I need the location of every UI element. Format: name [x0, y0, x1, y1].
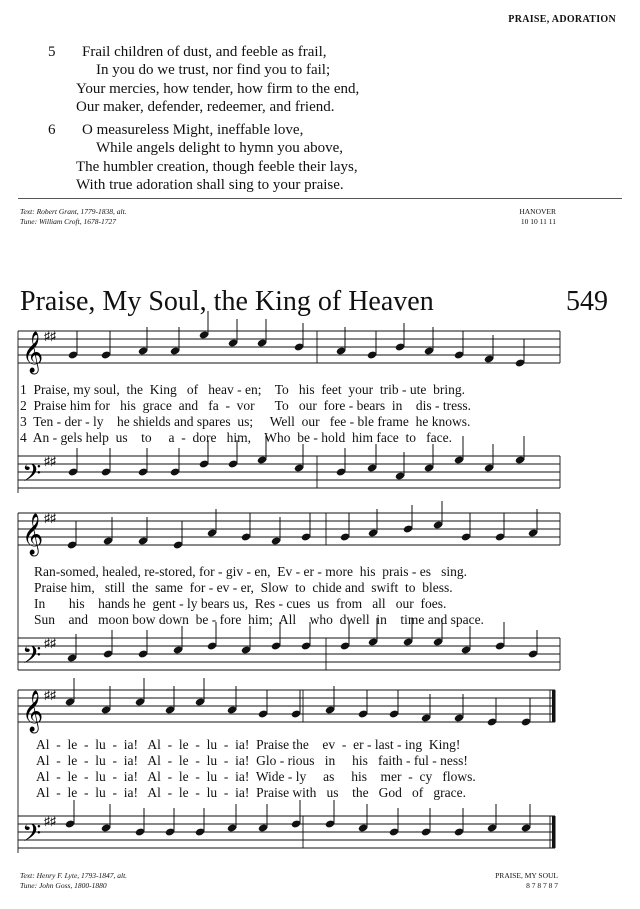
note-head — [484, 354, 494, 363]
verse-line: Al - le - lu - ia! Al - le - lu - ia! Glo - rious in his faith - ful - ness! — [36, 753, 468, 768]
verse-line: Ran-somed, healed, re-stored, for - giv - en, Ev - er - more his prais - es sing. — [34, 564, 467, 579]
note-head — [199, 459, 209, 468]
note-head — [67, 653, 77, 662]
prev-tune-info — [519, 207, 556, 226]
stanza-number: 5 — [48, 44, 56, 60]
note-head — [301, 532, 311, 541]
note-head — [461, 645, 471, 654]
note-head — [68, 350, 78, 359]
note-head — [65, 697, 75, 706]
svg-text:♯♯: ♯♯ — [44, 454, 56, 468]
note-head — [227, 705, 237, 714]
note-head — [528, 649, 538, 658]
note-head — [101, 350, 111, 359]
divider — [18, 198, 622, 199]
note-head — [433, 637, 443, 646]
note-head — [257, 338, 267, 347]
note-head — [336, 346, 346, 355]
note-head — [421, 827, 431, 836]
verse-line: In his hands he gent - ly bears us, Res - cues us from all our foes. — [34, 596, 447, 611]
note-head — [433, 520, 443, 529]
note-head — [495, 641, 505, 650]
note-head — [138, 536, 148, 545]
note-head — [424, 463, 434, 472]
stanza-line: While angels delight to hymn you above, — [96, 140, 344, 156]
hymn-number: 549 — [566, 286, 608, 317]
note-head — [138, 346, 148, 355]
note-head — [170, 346, 180, 355]
note-head — [367, 463, 377, 472]
note-head — [389, 709, 399, 718]
note-head — [294, 342, 304, 351]
note-head — [301, 641, 311, 650]
note-head — [340, 641, 350, 650]
verse-line: 1 Praise, my soul, the King of heav - en; To his feet your trib - ute bring. — [20, 382, 465, 397]
note-head — [358, 709, 368, 718]
stanza-line: In you do we trust, nor find you to fail; — [96, 62, 331, 78]
note-head — [207, 641, 217, 650]
note-head — [271, 536, 281, 545]
tune-credit: Tune: William Croft, 1678-1727 — [20, 216, 116, 226]
note-head — [135, 827, 145, 836]
hymn-tune-info — [495, 871, 558, 890]
note-head — [207, 528, 217, 537]
note-head — [336, 467, 346, 476]
note-head — [515, 455, 525, 464]
verse-line: Al - le - lu - ia! Al - le - lu - ia! Praise with us the God of grace. — [36, 785, 467, 800]
note-head — [195, 827, 205, 836]
svg-text:♯♯: ♯♯ — [44, 636, 56, 650]
note-head — [325, 705, 335, 714]
svg-text:♯♯: ♯♯ — [44, 329, 56, 343]
svg-text:𝄞: 𝄞 — [22, 332, 44, 373]
note-head — [395, 471, 405, 480]
note-head — [403, 524, 413, 533]
note-head — [227, 823, 237, 832]
note-head — [367, 350, 377, 359]
verse-line: Praise him, still the same for - ev - er, Slow to chide and swift to bless. — [34, 580, 453, 595]
note-head — [257, 455, 267, 464]
text-credit: Text: Henry F. Lyte, 1793-1847, alt. — [20, 871, 128, 880]
note-head — [199, 330, 209, 339]
note-head — [403, 637, 413, 646]
note-head — [528, 528, 538, 537]
note-head — [173, 645, 183, 654]
svg-text:𝄢: 𝄢 — [22, 459, 42, 494]
svg-text:𝄢: 𝄢 — [22, 641, 42, 676]
note-head — [165, 705, 175, 714]
text-credit: Text: Robert Grant, 1779-1838, alt. — [20, 207, 127, 216]
tune-name: PRAISE, MY SOUL — [495, 871, 558, 880]
note-head — [271, 641, 281, 650]
note-head — [521, 823, 531, 832]
note-head — [258, 823, 268, 832]
svg-text:𝄢: 𝄢 — [22, 819, 42, 854]
note-head — [454, 350, 464, 359]
note-head — [101, 467, 111, 476]
stanza-line: O measureless Might, ineffable love, — [82, 122, 304, 138]
stanza-line: Frail children of dust, and feeble as frail, — [82, 44, 327, 60]
stanza-line: With true adoration shall sing to your praise. — [76, 177, 344, 193]
verse-line: 3 Ten - der - ly he shields and spares us; Well our fee - ble frame he knows. — [20, 414, 471, 429]
note-head — [138, 467, 148, 476]
note-head — [67, 540, 77, 549]
svg-text:𝄞: 𝄞 — [22, 514, 44, 555]
note-head — [421, 713, 431, 722]
svg-text:♯♯: ♯♯ — [44, 511, 56, 525]
note-head — [487, 717, 497, 726]
note-head — [101, 705, 111, 714]
note-head — [368, 528, 378, 537]
svg-text:𝄞: 𝄞 — [22, 691, 44, 732]
note-head — [454, 455, 464, 464]
note-head — [358, 823, 368, 832]
note-head — [389, 827, 399, 836]
note-head — [228, 338, 238, 347]
note-head — [454, 827, 464, 836]
note-head — [165, 827, 175, 836]
stanza-line: Your mercies, how tender, how firm to the end, — [76, 81, 360, 97]
note-head — [241, 532, 251, 541]
svg-text:♯♯: ♯♯ — [44, 688, 56, 702]
note-head — [170, 467, 180, 476]
note-head — [484, 463, 494, 472]
prev-credits — [20, 207, 127, 226]
note-head — [103, 649, 113, 658]
note-head — [424, 346, 434, 355]
hymn-title: Praise, My Soul, the King of Heaven — [20, 286, 434, 317]
note-head — [228, 459, 238, 468]
note-head — [461, 532, 471, 541]
stanza-line: The humbler creation, though feeble their lays, — [76, 159, 358, 175]
note-head — [454, 713, 464, 722]
note-head — [515, 358, 525, 367]
verse-line: 2 Praise him for his grace and fa - vor To our fore - bears in dis - tress. — [20, 398, 471, 413]
note-head — [65, 819, 75, 828]
note-head — [395, 342, 405, 351]
meter: 10 10 11 11 — [520, 216, 556, 226]
verse-line: Sun and moon bow down be - fore him; All who dwell in time and space. — [34, 612, 484, 627]
note-head — [495, 532, 505, 541]
stanza-line: Our maker, defender, redeemer, and friend. — [76, 99, 335, 115]
note-head — [521, 717, 531, 726]
note-head — [340, 532, 350, 541]
note-head — [487, 823, 497, 832]
note-head — [241, 645, 251, 654]
page-category-header: PRAISE, ADORATION — [508, 14, 616, 25]
hymn-credits — [20, 871, 127, 890]
note-head — [103, 536, 113, 545]
tune-credit: Tune: John Goss, 1800-1880 — [20, 880, 107, 890]
note-head — [101, 823, 111, 832]
svg-text:♯♯: ♯♯ — [44, 814, 56, 828]
meter: 8 7 8 7 8 7 — [526, 880, 558, 890]
note-head — [291, 819, 301, 828]
note-head — [291, 709, 301, 718]
stanza-number: 6 — [48, 122, 56, 138]
tune-name: HANOVER — [519, 207, 556, 216]
note-head — [258, 709, 268, 718]
verse-line: 4 An - gels help us to a - dore him, Who be - hold him face to face. — [20, 430, 453, 445]
note-head — [135, 697, 145, 706]
note-head — [138, 649, 148, 658]
note-head — [294, 463, 304, 472]
note-head — [325, 819, 335, 828]
note-head — [68, 467, 78, 476]
note-head — [195, 697, 205, 706]
note-head — [173, 540, 183, 549]
note-head — [368, 637, 378, 646]
verse-line: Al - le - lu - ia! Al - le - lu - ia! Wide - ly as his mer - cy flows. — [36, 769, 476, 784]
verse-line: Al - le - lu - ia! Al - le - lu - ia! Praise the ev - er - last - ing King! — [36, 737, 461, 752]
